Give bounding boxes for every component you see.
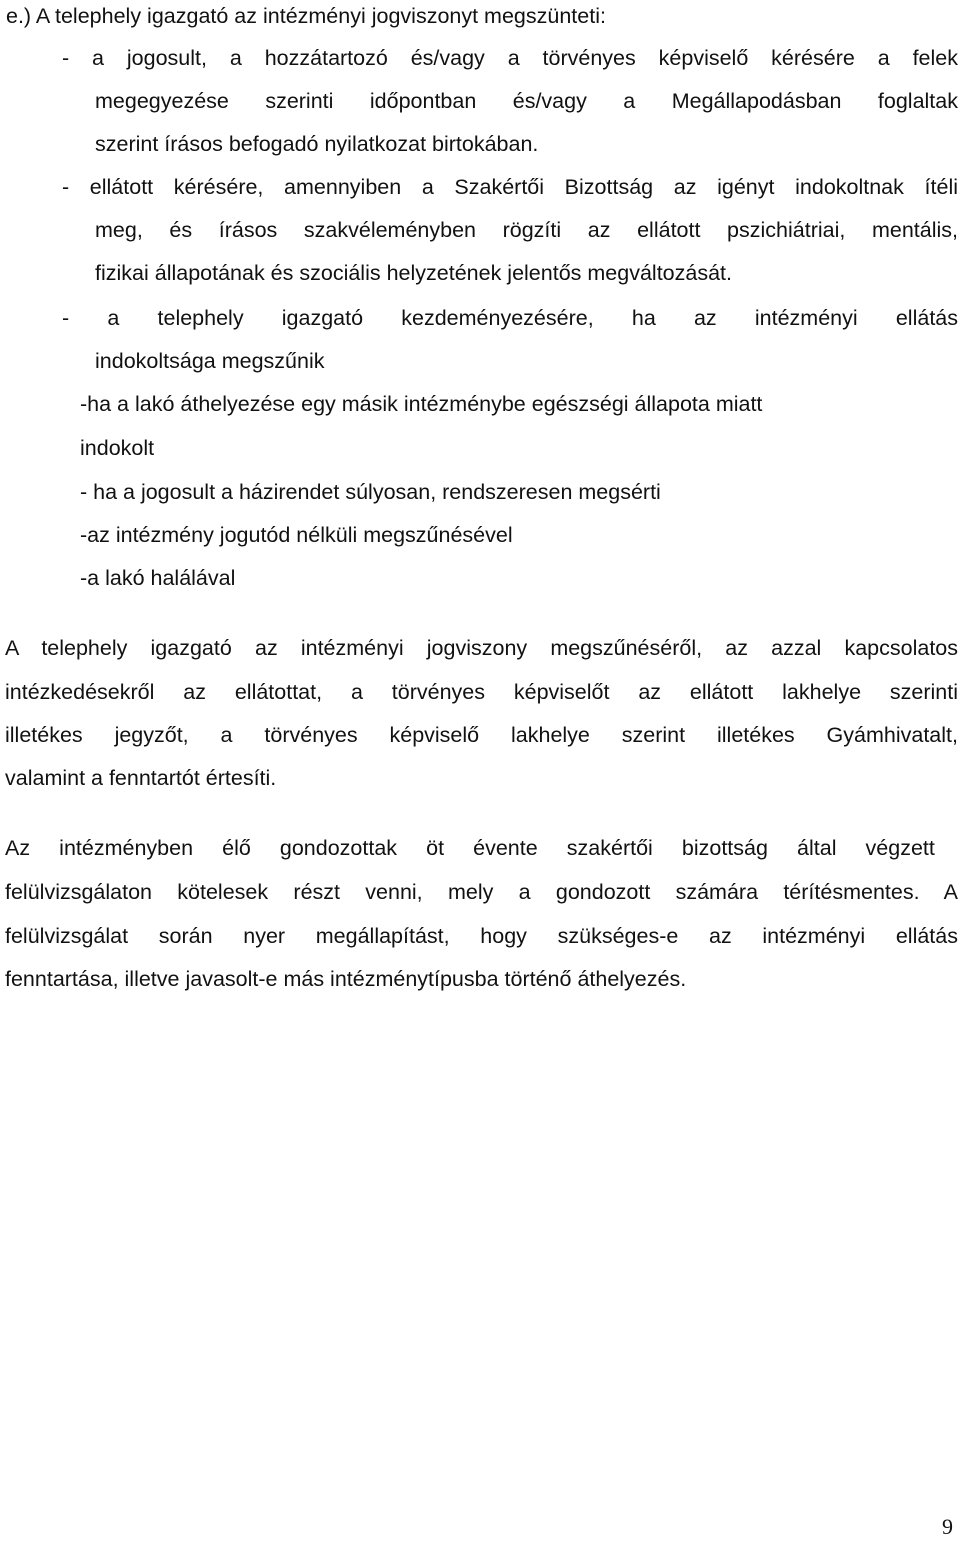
item1-line2: megegyezése szerinti időpontban és/vagy a Megállapodásban foglaltak: [95, 89, 958, 113]
paragraph2-line1: Az intézményben élő gondozottak öt évente szakértői bizottság által végzett: [5, 836, 935, 860]
item6: -az intézmény jogutód nélküli megszűnésével: [80, 523, 513, 547]
item4-line2: indokolt: [80, 436, 155, 460]
item4-line1: -ha a lakó áthelyezése egy másik intézménybe egészségi állapota miatt: [80, 392, 763, 416]
item3-line2: indokoltsága megszűnik: [95, 349, 325, 373]
paragraph1-line2: intézkedésekről az ellátottat, a törvényes képviselőt az ellátott lakhelye szerinti: [5, 680, 958, 704]
item5: - ha a jogosult a házirendet súlyosan, rendszeresen megsérti: [80, 480, 661, 504]
page-number: 9: [942, 1514, 953, 1539]
paragraph1-line1: A telephely igazgató az intézményi jogviszony megszűnéséről, az azzal kapcsolatos: [5, 636, 958, 660]
item3-line1: - a telephely igazgató kezdeményezésére, ha az intézményi ellátás: [62, 306, 958, 330]
paragraph2-line2: felülvizsgálaton kötelesek részt venni, mely a gondozott számára térítésmentes. A: [5, 880, 958, 904]
item2-line3: fizikai állapotának és szociális helyzetének jelentős megváltozását.: [95, 261, 732, 285]
paragraph2-line4: fenntartása, illetve javasolt-e más intézménytípusba történő áthelyezés.: [5, 967, 687, 991]
item1-line3: szerint írásos befogadó nyilatkozat birtokában.: [95, 132, 539, 156]
item2-line1: - ellátott kérésére, amennyiben a Szakértői Bizottság az igényt indokoltnak ítéli: [62, 175, 958, 199]
paragraph1-line3: illetékes jegyzőt, a törvényes képviselő lakhelye szerint illetékes Gyámhivatalt,: [5, 723, 958, 747]
item7: -a lakó halálával: [80, 566, 236, 590]
paragraph1-line4: valamint a fenntartót értesíti.: [5, 766, 277, 790]
paragraph2-line3: felülvizsgálat során nyer megállapítást, hogy szükséges-e az intézményi ellátás: [5, 924, 958, 948]
section-e-heading: e.) A telephely igazgató az intézményi jogviszonyt megszünteti:: [6, 4, 606, 28]
item1-line1: - a jogosult, a hozzátartozó és/vagy a törvényes képviselő kérésére a felek: [62, 46, 958, 70]
item2-line2: meg, és írásos szakvéleményben rögzíti az ellátott pszichiátriai, mentális,: [95, 218, 958, 242]
